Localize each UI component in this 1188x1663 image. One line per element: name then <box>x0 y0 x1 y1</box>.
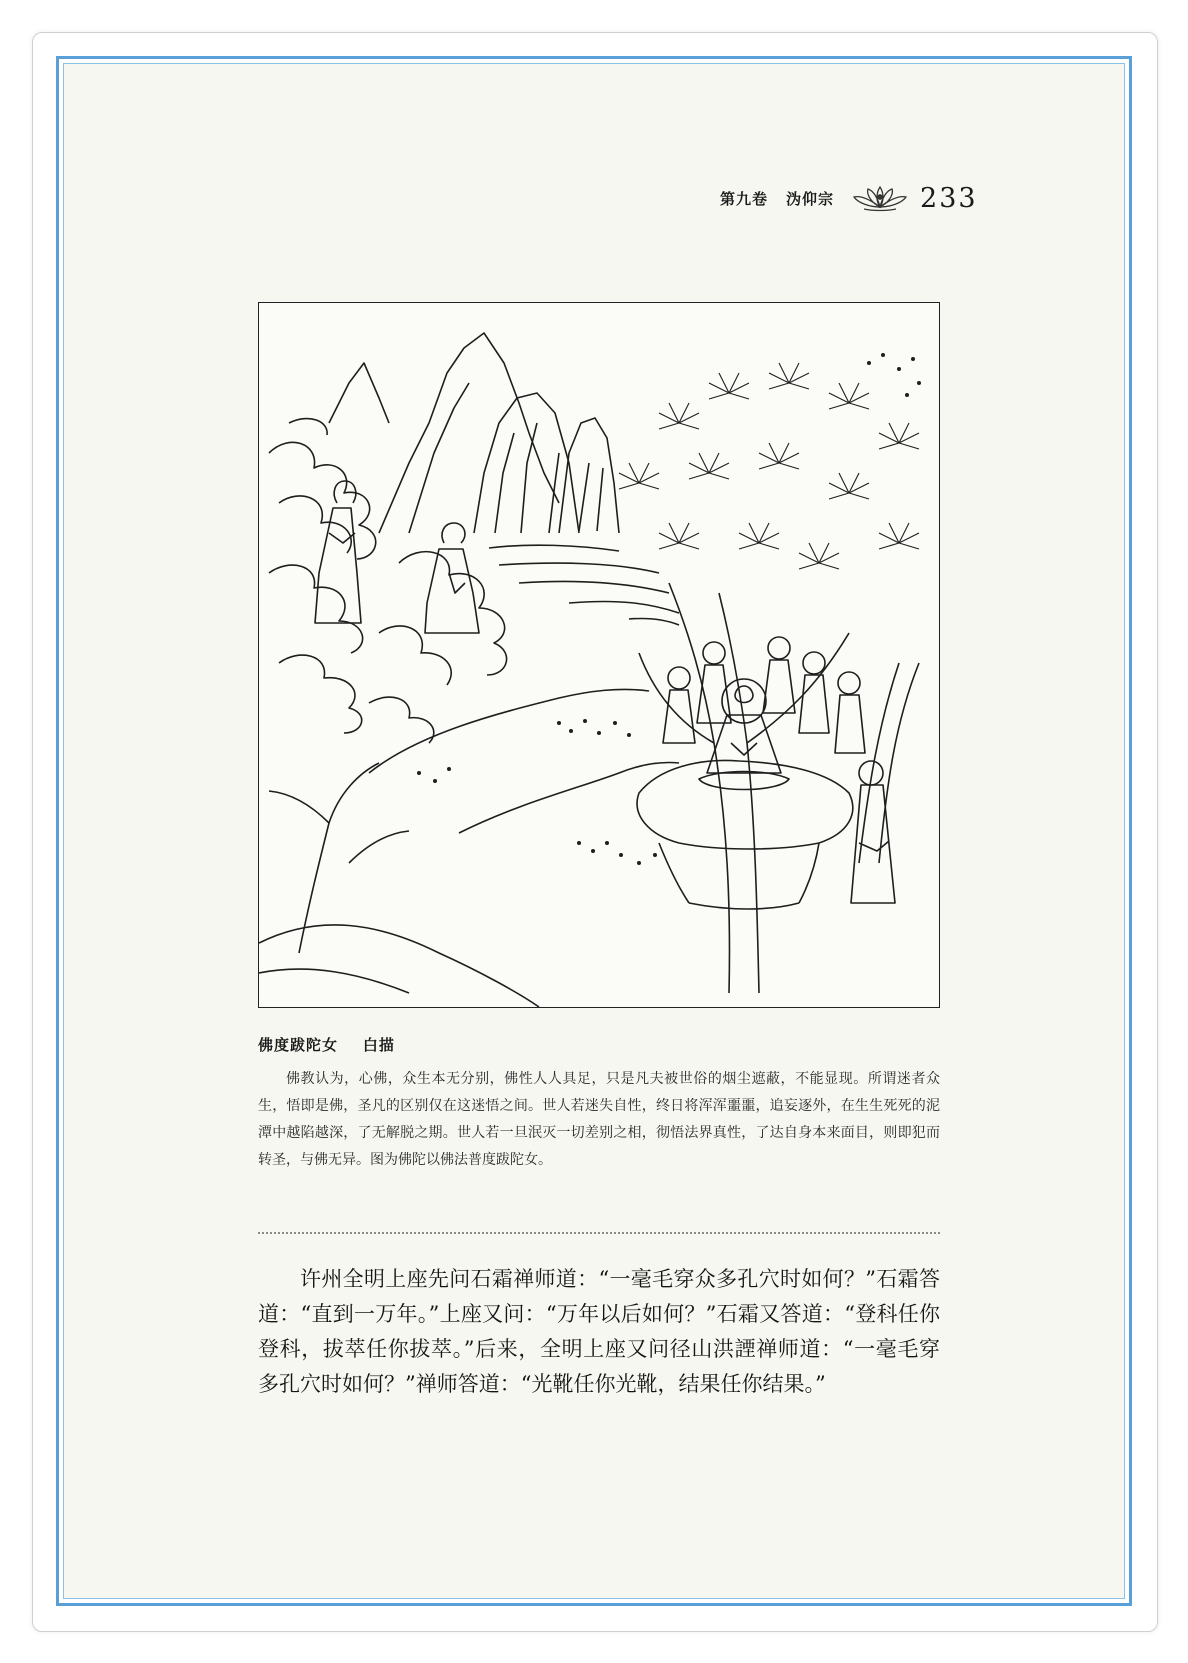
running-head <box>720 178 1000 218</box>
dotted-divider <box>258 1232 940 1234</box>
lotus-ornament-icon <box>850 181 910 215</box>
figure-caption-body: 佛教认为，心佛，众生本无分别，佛性人人具足，只是凡夫被世俗的烟尘遮蔽，不能显现。所谓迷者众生，悟即是佛，圣凡的区别仅在这迷悟之间。世人若迷失自性，终日将浑浑噩噩，追妄逐外，在生生死死的泥潭中越陷越深，了无解脱之期。世人若一旦泯灭一切差别之相，彻悟法界真性，了达自身本来面目，则即犯而转圣，与佛无异。图为佛陀以佛法普度跋陀女。 <box>258 1071 940 1168</box>
figure-illustration <box>258 302 940 1008</box>
figure-caption-title <box>258 1034 395 1055</box>
caption-title-text: 佛度跋陀女 <box>258 1036 339 1054</box>
volume-label: 第九卷 <box>720 189 769 208</box>
chapter-label: 沩仰宗 <box>786 189 835 208</box>
caption-style-text: 白描 <box>362 1036 395 1054</box>
body-paragraph: 许州全明上座先问石霜禅师道：“一毫毛穿众多孔穴时如何？”石霜答道：“直到一万年。”上座又问：“万年以后如何？”石霜又答道：“登科任你登科，拔萃任你拔萃。”后来，全明上座又问径山洪諲禅师道：“一毫毛穿多孔穴时如何？”禅师答道：“光靴任你光靴，结果任你结果。” <box>258 1267 940 1396</box>
page-number: 233 <box>920 182 978 214</box>
